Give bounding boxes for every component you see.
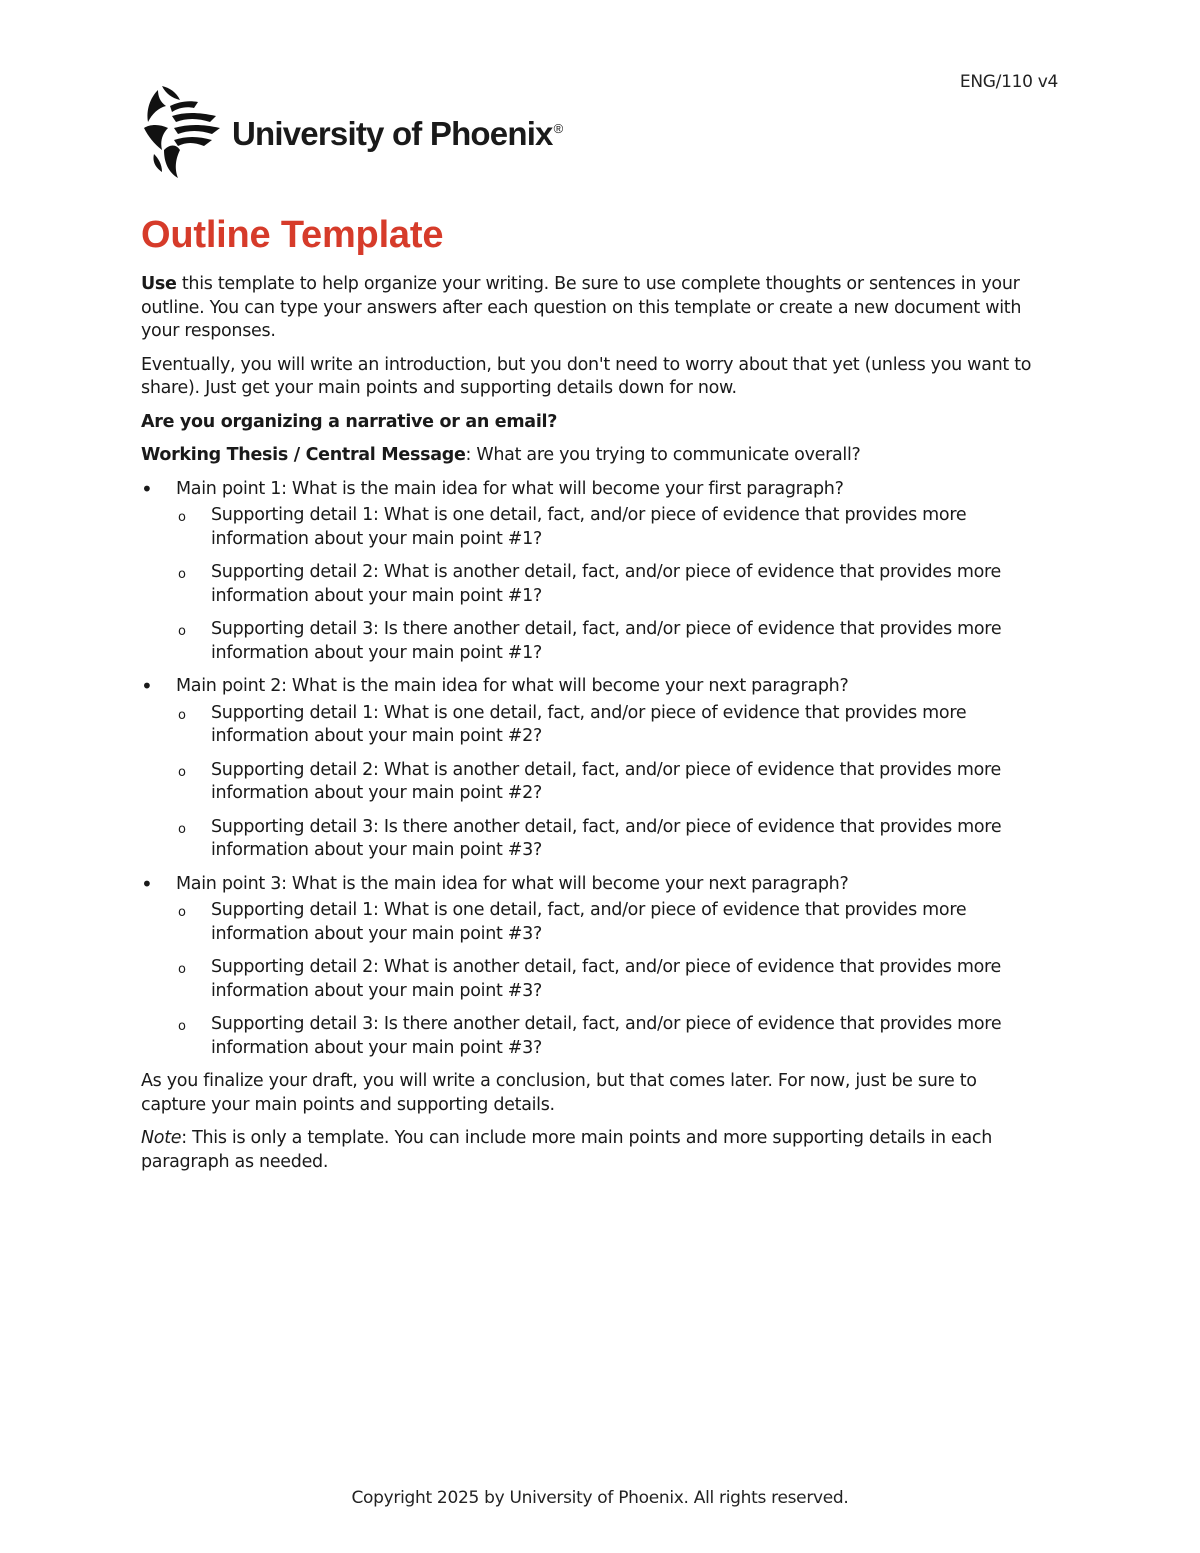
- supporting-detail-item: o Supporting detail 3: Is there another detail, fact, and/or piece of evidence that provides more information about your main point #1?: [176, 618, 1046, 665]
- supporting-detail-item: o Supporting detail 2: What is another detail, fact, and/or piece of evidence that provides more information about your main point #2?: [176, 759, 1046, 806]
- supporting-detail-item: o Supporting detail 3: Is there another detail, fact, and/or piece of evidence that provides more information about your main point #3?: [176, 816, 1046, 863]
- phoenix-icon: [140, 84, 224, 180]
- supporting-details-list: [176, 899, 1046, 1060]
- intro-paragraph: Use this template to help organize your writing. Be sure to use complete thoughts or sentences in your outline. You can type your answers after each question on this template or create a new document with your responses.: [141, 274, 1022, 341]
- copyright-footer: Copyright 2025 by University of Phoenix. All rights reserved.: [351, 1488, 849, 1508]
- main-point-item: • Main point 1: What is the main idea for what will become your first paragraph? o Supporting detail 1: What is one detail, fact, and/or piece of evidence that provides more information about your main point #1? o Supporting detail 2: What is another detail, fact, and/or piece of evidence that provides more information about your main point #1? o Supporting detail 3: Is there another detail, fact, and/or piece of evidence that provides more information about your main point #1?: [141, 478, 1046, 666]
- supporting-details-list: [176, 504, 1046, 665]
- intro-paragraph-2: Eventually, you will write an introduction, but you don't need to worry about that yet (unless you want to share). Just get your main points and supporting details down for now.: [141, 354, 1032, 398]
- university-logo: [140, 82, 562, 182]
- main-point-item: • Main point 2: What is the main idea for what will become your next paragraph? o Supporting detail 1: What is one detail, fact, and/or piece of evidence that provides more information about your main point #2? o Supporting detail 2: What is another detail, fact, and/or piece of evidence that provides more information about your main point #2? o Supporting detail 3: Is there another detail, fact, and/or piece of evidence that provides more information about your main point #3?: [141, 675, 1046, 863]
- thesis-prompt: Working Thesis / Central Message: What are you trying to communicate overall?: [141, 445, 861, 465]
- supporting-detail-item: o Supporting detail 1: What is one detail, fact, and/or piece of evidence that provides more information about your main point #3?: [176, 899, 1046, 946]
- main-points-list: [141, 478, 1046, 1061]
- logo-wordmark: University of Phoenix®: [232, 115, 563, 152]
- main-point-item: • Main point 3: What is the main idea for what will become your next paragraph? o Supporting detail 1: What is one detail, fact, and/or piece of evidence that provides more information about your main point #3? o Supporting detail 2: What is another detail, fact, and/or piece of evidence that provides more information about your main point #3? o Supporting detail 3: Is there another detail, fact, and/or piece of evidence that provides more information about your main point #3?: [141, 873, 1046, 1061]
- conclusion-paragraph: As you finalize your draft, you will write a conclusion, but that comes later. For now, just be sure to capture your main points and supporting details.: [141, 1071, 977, 1115]
- supporting-detail-item: o Supporting detail 1: What is one detail, fact, and/or piece of evidence that provides more information about your main point #2?: [176, 702, 1046, 749]
- note-paragraph: Note: This is only a template. You can include more main points and more supporting details in each paragraph as needed.: [141, 1128, 993, 1172]
- course-code: ENG/110 v4: [959, 72, 1058, 92]
- page-title: Outline Template: [141, 214, 444, 256]
- document-body: [141, 210, 1046, 1184]
- supporting-detail-item: o Supporting detail 1: What is one detail, fact, and/or piece of evidence that provides more information about your main point #1?: [176, 504, 1046, 551]
- supporting-detail-item: o Supporting detail 3: Is there another detail, fact, and/or piece of evidence that provides more information about your main point #3?: [176, 1013, 1046, 1060]
- supporting-detail-item: o Supporting detail 2: What is another detail, fact, and/or piece of evidence that provides more information about your main point #3?: [176, 956, 1046, 1003]
- supporting-detail-item: o Supporting detail 2: What is another detail, fact, and/or piece of evidence that provides more information about your main point #1?: [176, 561, 1046, 608]
- supporting-details-list: [176, 702, 1046, 863]
- narrative-question: Are you organizing a narrative or an email?: [141, 411, 558, 432]
